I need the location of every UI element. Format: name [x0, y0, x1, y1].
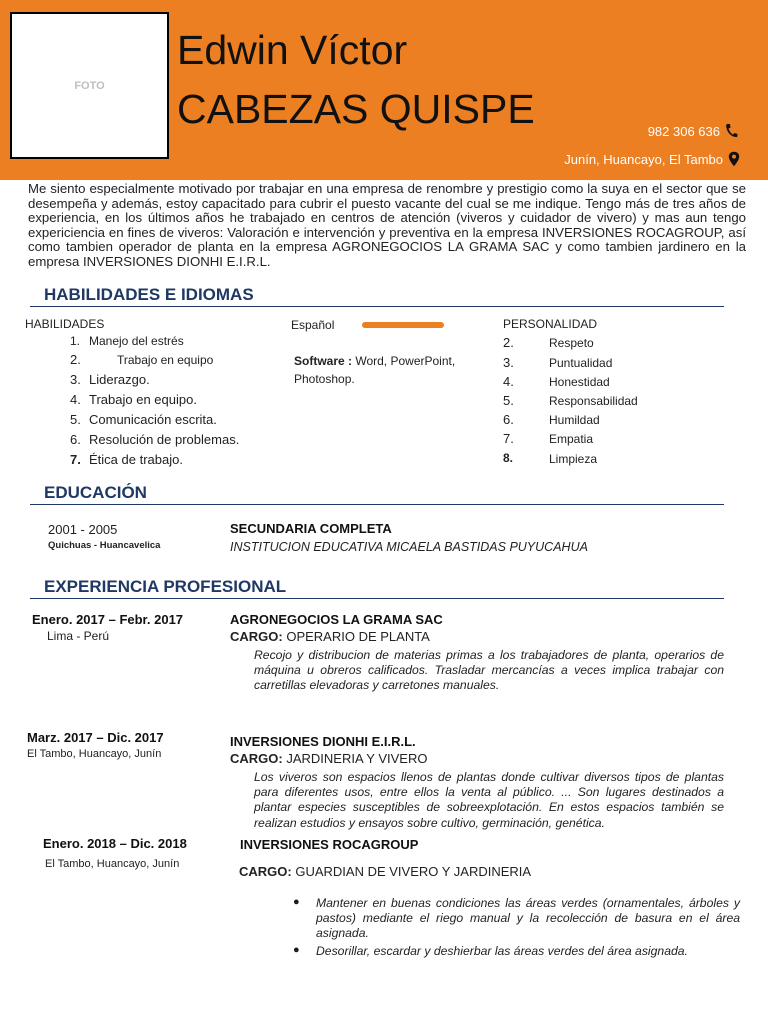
- cargo-label: CARGO:: [230, 751, 283, 766]
- section-title-experience: EXPERIENCIA PROFESIONAL: [44, 577, 287, 596]
- skill-number: 7.: [70, 452, 81, 467]
- job-dates: Enero. 2017 – Febr. 2017: [32, 612, 184, 627]
- education-years: 2001 - 2005: [48, 522, 118, 537]
- job-company: INVERSIONES ROCAGROUP: [240, 837, 422, 852]
- software-value-2: Photoshop.: [294, 372, 355, 386]
- job-dates: Enero. 2018 – Dic. 2018: [43, 836, 187, 851]
- skill-number: 4.: [70, 392, 81, 407]
- bullet-dot: ●: [293, 896, 300, 908]
- phone-icon: [724, 123, 738, 139]
- section-title-skills: HABILIDADES E IDIOMAS: [44, 285, 254, 304]
- job-place: El Tambo, Huancayo, Junín: [27, 748, 162, 760]
- skill-item: Manejo del estrés: [89, 334, 184, 348]
- language-level-bar: [362, 322, 444, 328]
- trait-number: 2.: [503, 335, 514, 350]
- photo-placeholder: [10, 12, 169, 159]
- job-description: Los viveros son espacios llenos de plantas donde cultivar diversos tipos de plantas para diferentes usos, entre ellos la venta al público. ... Son lugares destinados a plantar especies susceptibles de sobreexplotación. En estos espacios también se realizan estudios y ensayos sobre cultivo, germinación, genética.: [254, 770, 724, 830]
- job-place: El Tambo, Huancayo, Junín: [45, 858, 180, 870]
- location-pin-icon: [727, 151, 741, 167]
- phone-number: 982 306 636: [647, 124, 720, 139]
- job-bullet: Mantener en buenas condiciones las áreas verdes (ornamentales, árboles y pastos) mediante el riego manual y la recolección de basura en el área asignada.: [316, 896, 740, 941]
- trait-number: 8.: [503, 451, 514, 465]
- software-line: [294, 354, 455, 368]
- skill-number: 1.: [70, 334, 81, 348]
- trait-item: Respeto: [549, 336, 594, 350]
- trait-number: 3.: [503, 355, 514, 370]
- trait-item: Honestidad: [549, 375, 610, 389]
- skill-item: Comunicación escrita.: [89, 412, 217, 427]
- job-description: Recojo y distribucion de materias primas a los trabajadores de planta, operarios de máquina u obreros calificados. Trasladar mercancías a veces implica trabajar con carretillas elevadoras y carretones manuales.: [254, 648, 724, 693]
- cargo-label: CARGO:: [230, 629, 283, 644]
- job-cargo: OPERARIO DE PLANTA: [286, 629, 430, 644]
- job-cargo-line: [230, 751, 427, 766]
- skill-item: Trabajo en equipo: [117, 353, 214, 367]
- personalidad-label: PERSONALIDAD: [503, 317, 598, 331]
- job-dates: Marz. 2017 – Dic. 2017: [27, 730, 164, 745]
- skill-number: 3.: [70, 372, 81, 387]
- skill-item: Trabajo en equipo.: [89, 392, 197, 407]
- education-school: INSTITUCION EDUCATIVA MICAELA BASTIDAS PUYUCAHUA: [230, 540, 588, 554]
- job-company: AGRONEGOCIOS LA GRAMA SAC: [230, 612, 443, 627]
- trait-item: Responsabilidad: [549, 394, 638, 408]
- skill-item: Resolución de problemas.: [89, 432, 240, 447]
- habilidades-label: HABILIDADES: [25, 317, 105, 331]
- software-label: Software :: [294, 354, 353, 368]
- trait-number: 5.: [503, 393, 514, 408]
- job-bullet: Desorillar, escardar y deshierbar las áreas verdes del área asignada.: [316, 944, 688, 958]
- trait-item: Limpieza: [549, 452, 598, 466]
- job-company: INVERSIONES DIONHI E.I.R.L.: [230, 734, 416, 749]
- profile-summary: Me siento especialmente motivado por trabajar en una empresa de renombre y prestigio como la suya en el sector que se desempeña y además, estoy capacitado para cubrir el puesto vacante del cual se me indique. Tengo más de tres años de experiencia, en los últimos años he trabajado en centros de atención (viveros y cuidador de vivero) y mas aun tengo expericiencia en fines de viveros: Valoración e intervención y preventiva en la empresa INVERSIONES ROCAGROUP, así como tambien operador de planta en la empresa AGRONEGOCIOS LA GRAMA SAC y como tambien jardinero en la empresa INVERSIONES DIONHI E.I.R.L.: [28, 181, 746, 269]
- cargo-label: CARGO:: [239, 864, 292, 879]
- location-text: Junín, Huancayo, El Tambo: [564, 152, 723, 167]
- section-title-education: EDUCACIÓN: [44, 483, 147, 502]
- photo-label: FOTO: [74, 80, 105, 92]
- skill-number: 2.: [70, 352, 81, 367]
- bullet-dot: ●: [293, 944, 300, 956]
- education-place: Quichuas - Huancavelica: [48, 540, 161, 551]
- job-cargo-line: [239, 864, 531, 879]
- trait-item: Puntualidad: [549, 356, 613, 370]
- trait-number: 7.: [503, 431, 514, 446]
- language-name: Español: [291, 318, 335, 332]
- software-value: Word, PowerPoint,: [352, 354, 456, 368]
- job-cargo: JARDINERIA Y VIVERO: [286, 751, 428, 766]
- section-divider: [30, 306, 724, 307]
- trait-number: 6.: [503, 412, 514, 427]
- section-divider: [30, 504, 724, 505]
- skill-item: Ética de trabajo.: [89, 452, 183, 467]
- last-name: CABEZAS QUISPE: [177, 86, 535, 132]
- first-name: Edwin Víctor: [177, 27, 408, 73]
- trait-number: 4.: [503, 374, 514, 389]
- job-place: Lima - Perú: [47, 629, 110, 643]
- skill-number: 5.: [70, 412, 81, 427]
- job-cargo-line: [230, 629, 430, 644]
- trait-item: Humildad: [549, 413, 600, 427]
- job-cargo: GUARDIAN DE VIVERO Y JARDINERIA: [295, 864, 532, 879]
- section-divider: [30, 598, 724, 599]
- skill-item: Liderazgo.: [89, 372, 150, 387]
- education-degree: SECUNDARIA COMPLETA: [230, 521, 392, 536]
- skill-number: 6.: [70, 432, 81, 447]
- trait-item: Empatia: [549, 432, 594, 446]
